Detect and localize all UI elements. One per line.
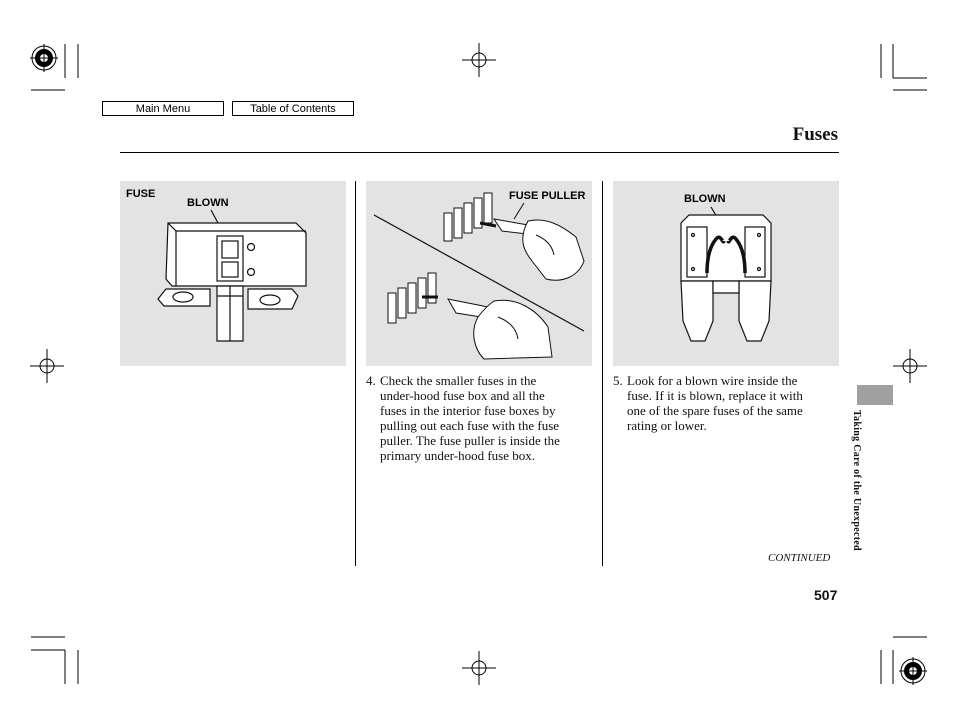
section-tab [857, 385, 893, 405]
step-number: 5. [613, 373, 623, 388]
label-blown-left: BLOWN [187, 197, 229, 209]
column-rule-left [355, 181, 356, 566]
step-line: puller. The fuse puller is inside the [380, 433, 560, 448]
step-text [380, 373, 560, 463]
step-text [627, 373, 803, 433]
step-line: under-hood fuse box and all the [380, 388, 545, 403]
step-line: fuses in the interior fuse boxes by [380, 403, 556, 418]
label-fuse: FUSE [126, 188, 156, 200]
section-name: Taking Care of the Unexpected [851, 410, 862, 551]
fuse-puller-drawing [366, 181, 592, 366]
step-line: pulling out each fuse with the fuse [380, 418, 560, 433]
continued-note: CONTINUED [768, 552, 831, 564]
figure-blown-fuse [613, 181, 839, 366]
page-number: 507 [814, 587, 838, 603]
step-line: Look for a blown wire inside the [627, 373, 798, 388]
step-line: rating or lower. [627, 418, 707, 433]
figure-fuse-puller [366, 181, 592, 366]
column-rule-right [602, 181, 603, 566]
step-line: fuse. If it is blown, replace it with [627, 388, 803, 403]
figure-relay-fuse [120, 181, 346, 366]
label-fuse-puller: FUSE PULLER [509, 190, 586, 202]
table-of-contents-button[interactable]: Table of Contents [232, 101, 354, 116]
step-5 [613, 373, 843, 438]
step-line: one of the spare fuses of the same [627, 403, 803, 418]
main-menu-button[interactable]: Main Menu [102, 101, 224, 116]
step-line: primary under-hood fuse box. [380, 448, 535, 463]
label-blown-right: BLOWN [684, 193, 726, 205]
step-4 [366, 373, 596, 468]
step-line: Check the smaller fuses in the [380, 373, 537, 388]
title-rule [120, 152, 839, 153]
page-title: Fuses [792, 124, 838, 145]
blade-fuse-drawing [613, 181, 839, 366]
relay-fuse-drawing [120, 181, 346, 366]
step-number: 4. [366, 373, 376, 388]
